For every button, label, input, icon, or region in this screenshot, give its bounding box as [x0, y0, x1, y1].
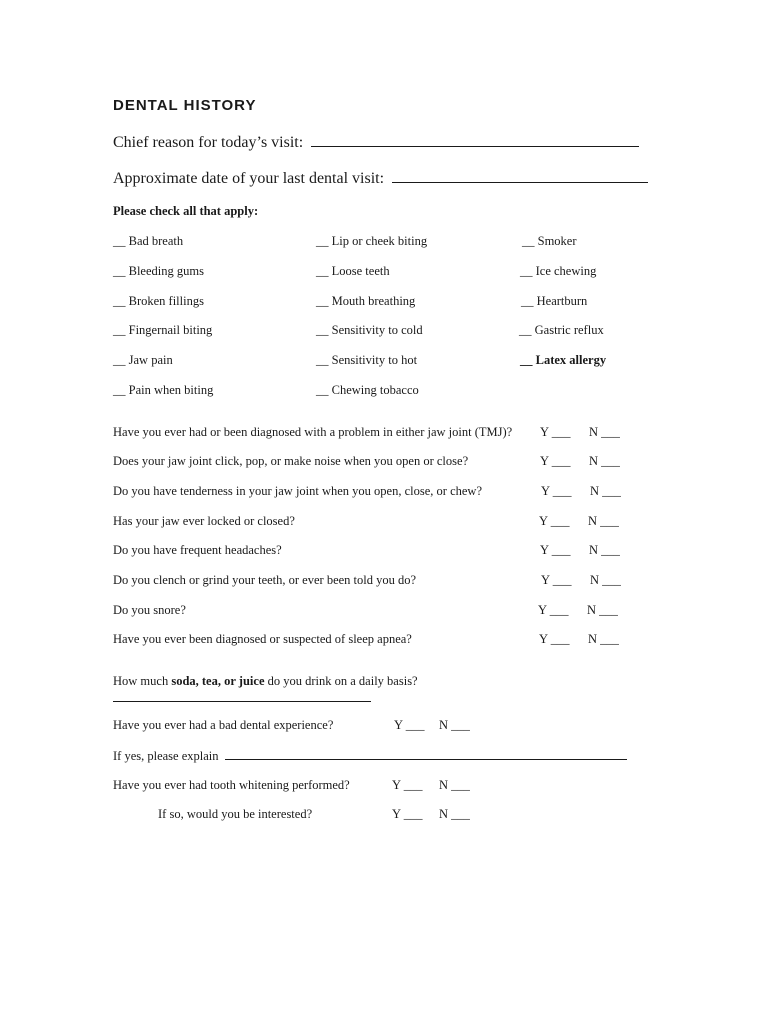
checklist-item[interactable]: __ Sensitivity to hot: [316, 353, 418, 367]
yes-option[interactable]: Y ___: [392, 778, 423, 792]
question-text: Have you ever been diagnosed or suspected of sleep apnea?: [113, 632, 412, 646]
no-option[interactable]: N ___: [590, 484, 621, 498]
yes-option[interactable]: Y ___: [539, 632, 570, 646]
no-option[interactable]: N ___: [589, 543, 620, 557]
check-heading: Please check all that apply:: [113, 204, 259, 218]
checklist-item[interactable]: __ Pain when biting: [113, 383, 214, 397]
yes-option[interactable]: Y ___: [540, 454, 571, 468]
checklist-item[interactable]: __ Smoker: [522, 234, 577, 248]
checklist-item[interactable]: __ Ice chewing: [520, 264, 597, 278]
explain-row: [113, 748, 627, 764]
checklist-item[interactable]: __ Broken fillings: [113, 294, 204, 308]
question-text: Do you have tenderness in your jaw joint when you open, close, or chew?: [113, 484, 483, 498]
explain-field[interactable]: [225, 748, 627, 760]
no-option[interactable]: N ___: [588, 632, 619, 646]
checklist-item[interactable]: __ Mouth breathing: [316, 294, 416, 308]
question-text: Does your jaw joint click, pop, or make noise when you open or close?: [113, 454, 469, 468]
yes-option[interactable]: Y ___: [541, 573, 572, 587]
question-text: Have you ever had a bad dental experience?: [113, 718, 334, 732]
explain-label: If yes, please explain: [113, 749, 219, 763]
drinks-suffix: do you drink on a daily basis?: [264, 674, 418, 688]
checklist-item[interactable]: __ Sensitivity to cold: [316, 323, 423, 337]
chief-reason-label: Chief reason for today’s visit:: [113, 134, 304, 151]
checklist-item[interactable]: __ Bleeding gums: [113, 264, 204, 278]
no-option[interactable]: N ___: [588, 514, 619, 528]
form-title: DENTAL HISTORY: [113, 97, 257, 114]
yes-option[interactable]: Y ___: [539, 514, 570, 528]
no-option[interactable]: N ___: [439, 718, 470, 732]
question-text: If so, would you be interested?: [158, 807, 313, 821]
last-visit-field[interactable]: [392, 169, 648, 183]
question-text: Has your jaw ever locked or closed?: [113, 514, 295, 528]
question-text: Have you ever had or been diagnosed with a problem in either jaw joint (TMJ)?: [113, 425, 513, 439]
question-text: Have you ever had tooth whitening performed?: [113, 778, 350, 792]
yes-option[interactable]: Y ___: [540, 543, 571, 557]
last-visit-label: Approximate date of your last dental visit:: [113, 170, 385, 187]
drinks-answer-row: [113, 690, 371, 706]
chief-reason-field[interactable]: [311, 133, 639, 147]
checklist-item[interactable]: __ Fingernail biting: [113, 323, 213, 337]
drinks-answer-field[interactable]: [113, 690, 371, 702]
checklist-item-latex[interactable]: __ Latex allergy: [520, 353, 607, 367]
question-text: Do you snore?: [113, 603, 186, 617]
checklist-item[interactable]: __ Gastric reflux: [519, 323, 604, 337]
no-option[interactable]: N ___: [587, 603, 618, 617]
no-option[interactable]: N ___: [589, 425, 620, 439]
no-option[interactable]: N ___: [439, 807, 470, 821]
last-visit-row: [113, 169, 648, 188]
question-text: Do you have frequent headaches?: [113, 543, 282, 557]
question-text: Do you clench or grind your teeth, or ever been told you do?: [113, 573, 417, 587]
checklist-item[interactable]: __ Jaw pain: [113, 353, 173, 367]
drinks-prefix: How much: [113, 674, 172, 688]
checklist-item[interactable]: __ Loose teeth: [316, 264, 390, 278]
chief-reason-row: [113, 133, 639, 152]
yes-option[interactable]: Y ___: [394, 718, 425, 732]
no-option[interactable]: N ___: [439, 778, 470, 792]
no-option[interactable]: N ___: [590, 573, 621, 587]
checklist-item[interactable]: __ Bad breath: [113, 234, 184, 248]
drinks-question: [113, 674, 418, 689]
checklist-item[interactable]: __ Chewing tobacco: [316, 383, 419, 397]
checklist-item[interactable]: __ Lip or cheek biting: [316, 234, 428, 248]
no-option[interactable]: N ___: [589, 454, 620, 468]
yes-option[interactable]: Y ___: [538, 603, 569, 617]
checklist-item[interactable]: __ Heartburn: [521, 294, 588, 308]
yes-option[interactable]: Y ___: [540, 425, 571, 439]
drinks-emphasis: soda, tea, or juice: [171, 674, 265, 688]
yes-option[interactable]: Y ___: [541, 484, 572, 498]
yes-option[interactable]: Y ___: [392, 807, 423, 821]
